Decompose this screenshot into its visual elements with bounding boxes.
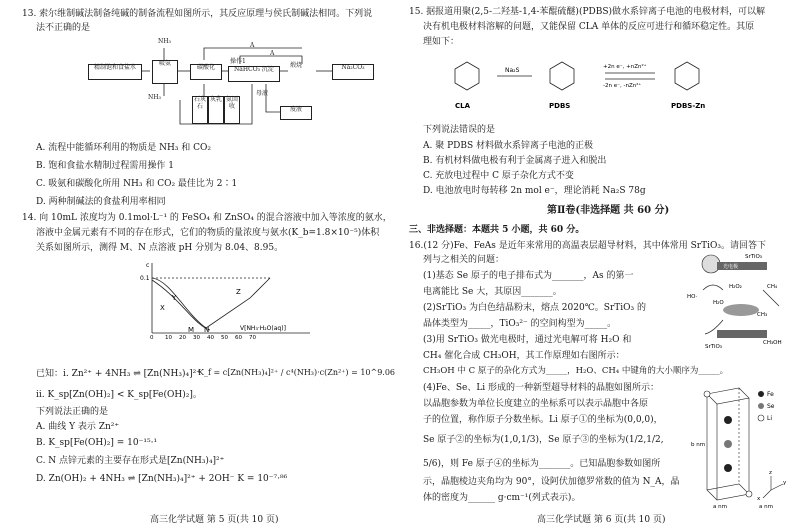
x-tick: 50 (221, 335, 228, 341)
electrode-label: 光电极 (723, 264, 739, 270)
bottom-film-label: SrTiO₃ (705, 344, 723, 350)
point-m: M (188, 326, 195, 334)
cell-top (707, 388, 749, 404)
label-pdbs: PDBS (549, 102, 571, 110)
legend-fe: Fe (767, 391, 774, 398)
q16-line: (4)Fe、Se、Li 形成的一种新型超导材料的晶胞如图所示： (423, 383, 660, 393)
box-waste: 废液 (280, 106, 312, 120)
q16-line: 晶体类型为_____，TiO₃²⁻ 的空间构型为_____。 (423, 319, 617, 329)
b-nm-label: b nm (691, 442, 706, 448)
curve-label-y: Y (172, 294, 177, 302)
axis-z-label: z (769, 470, 772, 476)
label-cla: CLA (455, 102, 471, 110)
fe-atom (724, 464, 732, 472)
right-page (397, 0, 794, 532)
q16-line: 5/6)，则 Fe 原子④的坐标为_______。已知晶胞参数如图所 (423, 459, 661, 469)
x-tick: 20 (179, 335, 186, 341)
chart-ytick: 0.1 (140, 275, 150, 282)
legend-se-dot (758, 403, 764, 409)
catalyst-particles (723, 304, 759, 316)
label-pdbs-zn: PDBS-Zn (671, 102, 706, 110)
q13-option-c: C. 吸氨和碳酸化所用 NH₃ 和 CO₂ 最佳比为 2∶1 (36, 179, 238, 189)
box-nahco3: NaHCO₃ 沉淀 (228, 66, 280, 82)
right-footer: 高三化学试题 第 6 页(共 10 页) (537, 514, 666, 525)
legend-li-dot (758, 415, 764, 421)
crystal-cell-diagram (693, 380, 791, 510)
a-nm-label-1: a nm (713, 504, 727, 510)
x-tick: 70 (249, 335, 256, 341)
q15-stem-line2: 决有机电极材料溶解的问题，又能保留 CLA 单体的反应可进行和循环稳定性。其原 (423, 22, 755, 32)
q16-line: CH₃OH 中 C 原子的杂化方式为_____，H₂O、CH₄ 中键角的大小顺序为_____。 (423, 366, 729, 376)
x-tick: 60 (235, 335, 242, 341)
q13-option-d: D. 两种制碱法的食盐利用率相同 (36, 197, 166, 207)
x-tick: 40 (207, 335, 214, 341)
box-na2co3: Na₂CO₃ (332, 64, 374, 80)
ch3-label: CH₃ (757, 312, 768, 318)
q16-line: (2)SrTiO₃ 为白色结晶粉末，熔点 2020℃。SrTiO₃ 的 (423, 303, 646, 313)
q15-option-a: A. 聚 PDBS 材料做水系锌离子电池的正极 (423, 141, 593, 151)
q14-option-a: A. 曲线 Y 表示 Zn²⁺ (36, 422, 120, 432)
curve-label-z: Z (236, 288, 241, 296)
q13-stem-line1: 13. 索尔维制碱法制备纯碱的制备流程如图所示，其反应原理与侯氏制碱法相同。下列说 (22, 9, 373, 19)
box-lime: 石灰石 (192, 96, 208, 124)
photocatalysis-diagram (683, 250, 789, 350)
axis-x-label: x (757, 496, 761, 502)
box-carbon: 碳酸化 (190, 64, 222, 80)
ch3oh-label: CH₃OH (763, 340, 782, 346)
q14-stem-line1: 14. 向 10mL 浓度均为 0.1mol·L⁻¹ 的 FeSO₄ 和 ZnSO₄ 的混合溶液中加入等浓度的氨水， (22, 213, 392, 223)
cla-ring (455, 62, 479, 90)
q15-ask: 下列说法错误的是 (423, 125, 496, 135)
q14-option-b: B. K_sp[Fe(OH)₂] = 10⁻¹⁵·¹ (36, 438, 158, 448)
q13-option-a: A. 流程中能循环利用的物质是 NH₃ 和 CO₂ (36, 143, 212, 153)
q16-line: 16.(12 分)Fe、FeAs 是近年来常用的高温表层超导材料，其中体常用 SrTiO₃。请回答下 (409, 241, 766, 251)
part2-title: 第Ⅱ卷(非选择题 共 60 分) (547, 205, 670, 216)
reagent-label: Na₂S (505, 67, 520, 74)
q13-option-b: B. 饱和食盐水精制过程需用操作 1 (36, 161, 174, 171)
q14-known-1a: 已知：i. Zn²⁺ + 4NH₃ ⇌ [Zn(NH₃)₄]²⁺ (36, 369, 201, 379)
q13-stem-line2: 法不正确的是 (36, 23, 91, 33)
chart-ylabel: c (146, 262, 150, 269)
ho-label: HO· (687, 294, 698, 300)
section3-heading: 三、非选择题：本题共 5 小题，共 60 分。 (409, 225, 585, 235)
pdbs-zn-ring (675, 62, 699, 90)
q15-stem-line1: 15. 据报道用聚(2,5-二羟基-1,4-苯醌硫醚)(PDBS)做水系锌离子电池的电极材料，可以解 (409, 7, 766, 17)
q16-line: 列与之相关的问题： (423, 255, 505, 265)
box-brine: 精制饱和食盐水 (88, 64, 142, 80)
left-footer: 高三化学试题 第 5 页(共 10 页) (150, 514, 279, 525)
box-absorb: 吸氨 (152, 60, 178, 84)
calcine-label: 煅烧 (290, 62, 303, 69)
q16-line: 电离能比 Se 大，其原因_______。 (423, 287, 562, 297)
q15-option-b: B. 有机材料做电极有利于金属离子进入和脱出 (423, 156, 607, 166)
q16-line: CH₄ 催化合成 CH₃OH，其工作原理如右图所示： (423, 351, 625, 361)
film-label: SrTiO₃ (745, 254, 763, 260)
q16-line: (3)用 SrTiO₃ 做光电极时，通过光电解可将 H₂O 和 (423, 335, 632, 345)
legend-fe-dot (758, 391, 764, 397)
x-tick: 0 (150, 335, 154, 341)
nh3-bottom-label: NH₃ (148, 94, 161, 101)
q16-line: 体的密度为______ g·cm⁻¹(列式表示)。 (423, 493, 581, 503)
nh3-top-label: NH₃ (158, 38, 171, 45)
bottom-electrode (717, 330, 767, 338)
q14-option-d: D. Zn(OH)₂ + 4NH₃ ⇌ [Zn(NH₃)₄]²⁺ + 2OH⁻ K = 10⁻⁷·⁸⁶ (36, 474, 288, 484)
q15-option-d: D. 电池放电时每转移 2n mol e⁻，理论消耗 Na₂S 78g (423, 186, 646, 196)
curve-z (206, 278, 270, 328)
q15-stem-line3: 理如下： (423, 37, 460, 47)
q14-known-1b: K_f = c[Zn(NH₃)₄]²⁺ / c⁴(NH₃)·c(Zn²⁺) = 10^9.06 (198, 368, 396, 377)
box-recover: 氨回收 (224, 96, 240, 124)
q14-stem-line2: 溶液中金属元素有不同的存在形式，它们的物质的量浓度与氨水(K_b=1.8×10⁻⁵)体积 (36, 228, 380, 238)
axis-x (763, 490, 771, 498)
q15-reaction-scheme (437, 52, 787, 112)
li-atom (704, 391, 710, 397)
q13-flowchart (80, 40, 380, 130)
op1-label: 操作1 (230, 58, 246, 65)
q16-line: Se 原子②的坐标为(1,0,1/3)，Se 原子③的坐标为(1/2,1/2, (423, 435, 664, 445)
q14-known-2: ii. K_sp[Zn(OH)₂] < K_sp[Fe(OH)₂]。 (36, 390, 202, 400)
axis-y (771, 484, 783, 490)
legend-li: Li (767, 415, 773, 422)
x-tick: 30 (193, 335, 200, 341)
q16-line: 示，晶胞棱边夹角均为 90°，设阿伏加德罗常数的值为 N_A，晶 (423, 477, 680, 487)
discharge-label: -2n e⁻, -nZn²⁺ (603, 83, 642, 89)
label-a2: A (270, 50, 275, 57)
h2o-arrow (703, 285, 723, 290)
axis-y-label: y (783, 480, 787, 486)
pdbs-ring (550, 62, 574, 90)
box-ash: 灰乳 (208, 96, 224, 124)
q15-option-c: C. 充放电过程中 C 原子杂化方式不变 (423, 171, 574, 181)
x-tick: 10 (165, 335, 172, 341)
q16-line: 以晶胞参数为单位长度建立的坐标系可以表示晶胞中各原 (423, 399, 649, 409)
mother-liquor-label: 母液 (256, 90, 269, 97)
cell-bottom (707, 484, 749, 500)
chart-xlabel: V[NH₃·H₂O(aq)] (240, 325, 286, 332)
se-atom (724, 440, 732, 448)
q14-ask: 下列说法正确的是 (36, 407, 109, 417)
h2o2-label: H₂O₂ (729, 284, 742, 290)
ch4-arrow (763, 290, 779, 306)
ch4-label: CH₄ (767, 284, 778, 290)
curve-label-x: X (160, 304, 165, 312)
fe-atom (724, 416, 732, 424)
q14-option-c: C. N 点锌元素的主要存在形式是[Zn(NH₃)₄]²⁺ (36, 456, 225, 466)
legend-se: Se (767, 403, 775, 410)
charge-label: +2n e⁻, +nZn²⁺ (603, 64, 647, 70)
q14-stem-line3: 关系如图所示，测得 M、N 点溶液 pH 分别为 8.04、8.95。 (36, 243, 284, 253)
a-nm-label-2: a nm (759, 504, 773, 510)
h2o-label: H₂O (713, 300, 724, 306)
q14-chart (140, 258, 320, 340)
li-atom (746, 491, 752, 497)
label-a1: A (250, 42, 255, 49)
point-n: N (204, 326, 210, 334)
q16-line: (1)基态 Se 原子的电子排布式为_______，As 的第一 (423, 271, 634, 281)
q16-line: 子的位置，称作原子分数坐标。Li 原子①的坐标为(0,0,0)， (423, 415, 663, 425)
